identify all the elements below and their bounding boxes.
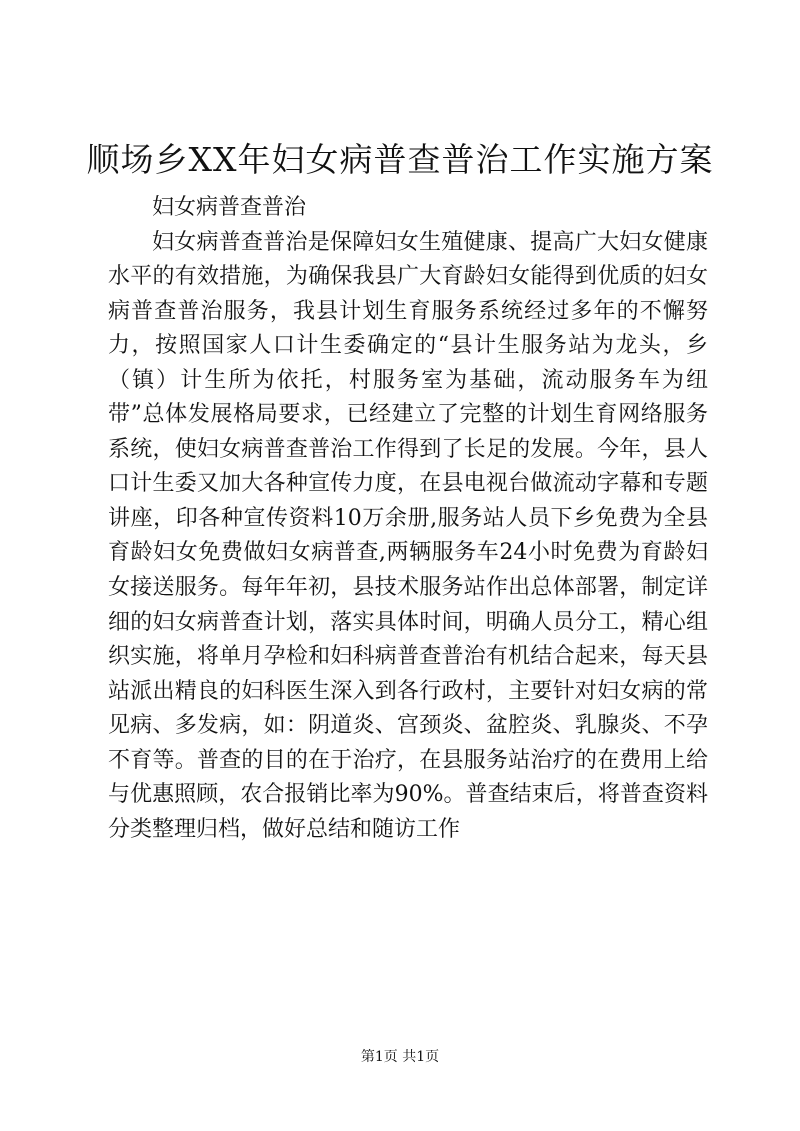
section-heading: 妇女病普查普治 xyxy=(152,195,307,220)
body-paragraph: 妇女病普查普治是保障妇女生殖健康、提高广大妇女健康水平的有效措施，为确保我县广大育龄妇女能得到优质的妇女病普查普治服务，我县计划生育服务系统经过多年的不懈努力，按照国家人口计生委确定的“县计生服务站为龙头，乡（镇）计生所为依托，村服务室为基础，流动服务车为纽带”总体发展格局要求，已经建立了完整的计划生育网络服务系统，使妇女病普查普治工作得到了长足的发展。今年，县人口计生委又加大各种宣传力度，在县电视台做流动字幕和专题讲座，印各种宣传资料10万余册,服务站人员下乡免费为全县育龄妇女免费做妇女病普查,两辆服务车24小时免费为育龄妇女接送服务。每年年初，县技术服务站作出总体部署，制定详细的妇女病普查计划，落实具体时间，明确人员分工，精心组织实施，将单月孕检和妇科病普查普治有机结合起来，每天县站派出精良的妇科医生深入到各行政村，主要针对妇女病的常见病、多发病，如：阴道炎、宫颈炎、盆腔炎、乳腺炎、不孕不育等。普查的目的在于治疗，在县服务站治疗的在费用上给与优惠照顾，农合报销比率为90%。普查结束后，将普查资料分类整理归档，做好总结和随访工作 xyxy=(108,229,708,842)
document-body xyxy=(108,191,708,847)
page-footer: 第1页 共1页 xyxy=(360,1049,440,1065)
document-title: 顺场乡XX年妇女病普查普治工作实施方案 xyxy=(86,140,714,179)
